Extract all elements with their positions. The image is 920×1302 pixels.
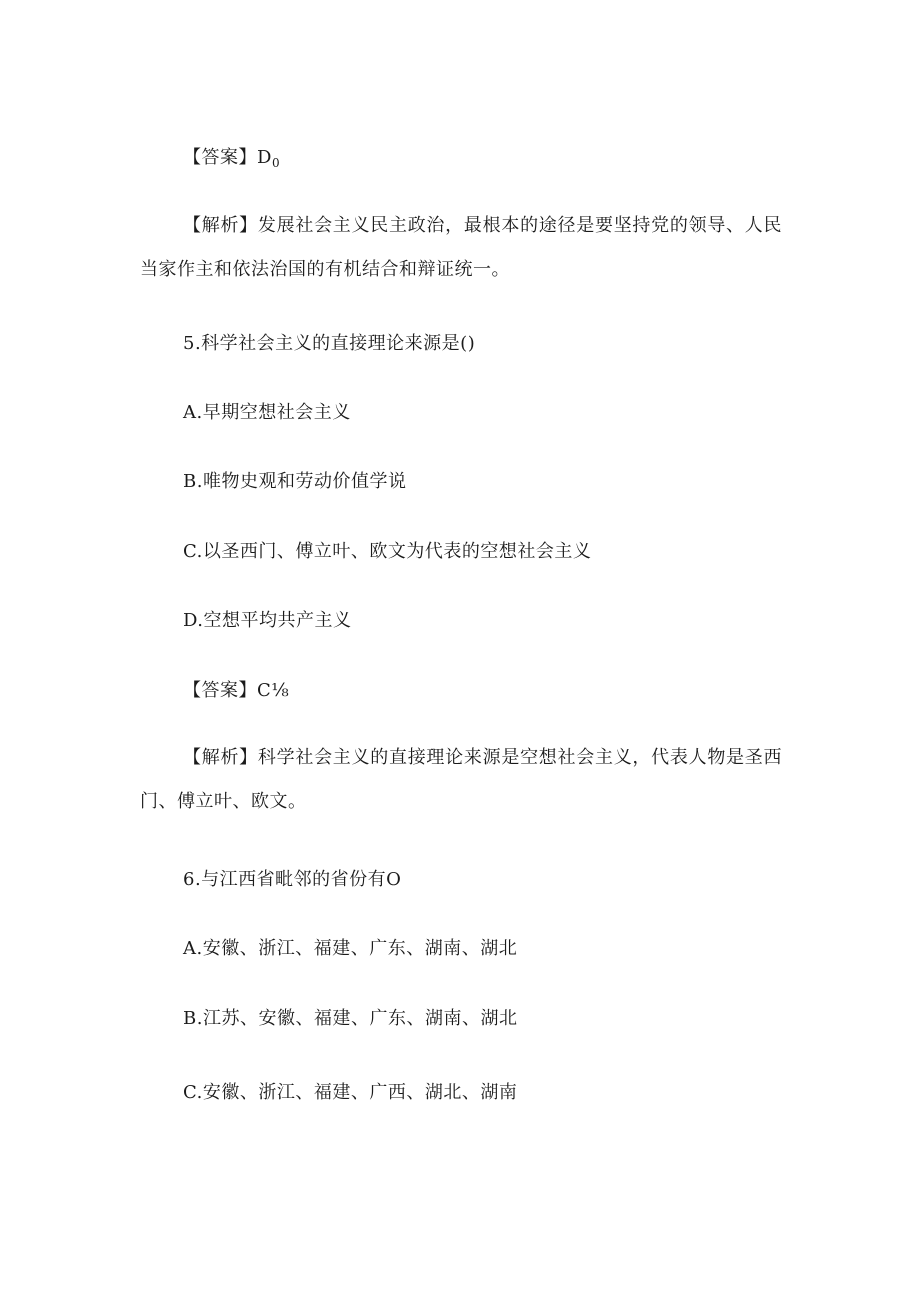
analysis-paragraph-1 [140, 204, 782, 292]
analysis-label: 【解析】 [183, 215, 258, 236]
q5-option-c: C.以圣西门、傅立叶、欧文为代表的空想社会主义 [183, 541, 592, 562]
answer-line-2 [183, 679, 289, 703]
answer-label: 【答案】 [183, 147, 257, 168]
question-6: 6.与江西省毗邻的省份有O [183, 869, 402, 890]
analysis-label: 【解析】 [183, 747, 258, 768]
q5-option-a: A.早期空想社会主义 [183, 402, 351, 423]
answer-label: 【答案】 [183, 680, 257, 701]
q6-option-a: A.安徽、浙江、福建、广东、湖南、湖北 [183, 938, 518, 959]
answer-subscript: 0 [271, 156, 281, 170]
analysis-paragraph-2 [140, 736, 782, 824]
q5-option-d: D.空想平均共产主义 [183, 610, 352, 631]
analysis-text: 科学社会主义的直接理论来源是空想社会主义，代表人物是圣西门、傅立叶、欧文。 [140, 747, 783, 812]
answer-letter: D [257, 147, 272, 168]
question-5: 5.科学社会主义的直接理论来源是() [183, 333, 476, 354]
q6-option-b: B.江苏、安徽、福建、广东、湖南、湖北 [183, 1008, 518, 1029]
q5-option-b: B.唯物史观和劳动价值学说 [183, 471, 407, 492]
q6-option-c: C.安徽、浙江、福建、广西、湖北、湖南 [183, 1082, 518, 1103]
analysis-text: 发展社会主义民主政治，最根本的途径是要坚持党的领导、人民当家作主和依法治国的有机结合和辩证统一。 [140, 215, 783, 280]
answer-value: C⅛ [257, 680, 290, 701]
answer-line-1 [183, 146, 280, 170]
